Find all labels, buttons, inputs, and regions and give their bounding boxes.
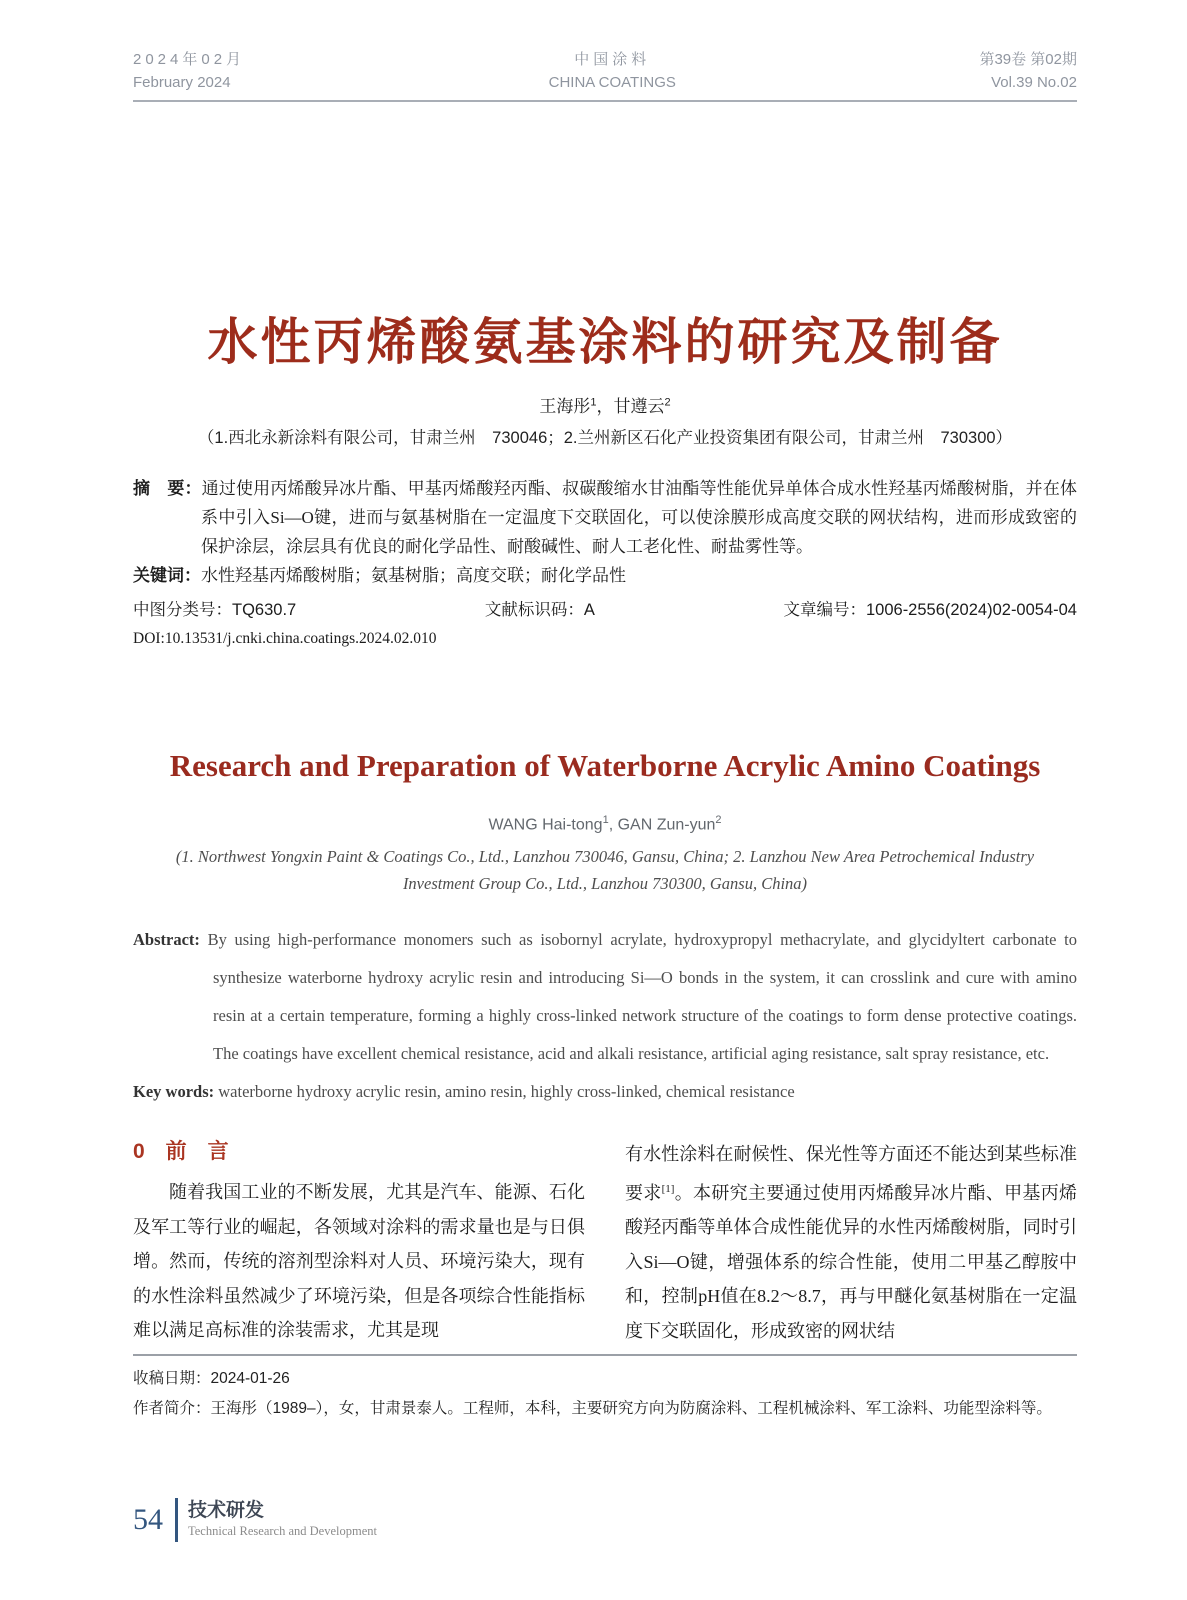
- abstract-cn-label: 摘 要：: [133, 479, 202, 498]
- header-journal-en: CHINA COATINGS: [548, 74, 676, 91]
- paper-title-cn: 水性丙烯酸氨基涂料的研究及制备: [207, 314, 1003, 370]
- keywords-en: [133, 1073, 1077, 1111]
- abstract-en: [133, 921, 1077, 1073]
- intro-paragraph-left: 随着我国工业的不断发展，尤其是汽车、能源、石化及军工等行业的崛起，各领域对涂料的需求量也是与日俱增。然而，传统的溶剂型涂料对人员、环境污染大，现有的水性涂料虽然减少了环境污染，但是各项综合性能指标难以满足高标准的涂装需求，尤其是现: [133, 1182, 585, 1341]
- paper-title-en: Research and Preparation of Waterborne Acrylic Amino Coatings: [169, 748, 1041, 783]
- intro-right-text-a: 有水性涂料在耐候性、保光性等方面还不能达到某些标准要求: [625, 1144, 1077, 1203]
- header-issue-cn: 第39卷 第02期: [979, 51, 1077, 68]
- author-en-1: WANG Hai-tong: [488, 816, 603, 834]
- header-date-cn: 2024年02月: [133, 51, 246, 68]
- footnote-received-date: 收稿日期：2024-01-26: [133, 1370, 290, 1388]
- article-number: 文章编号：1006-2556(2024)02-0054-04: [783, 601, 1077, 619]
- author-cn-2: ，甘遵云: [596, 397, 665, 416]
- keywords-en-label: Key words:: [133, 1082, 215, 1102]
- header-issue-en: Vol.39 No.02: [991, 74, 1077, 91]
- header-date-en: February 2024: [133, 74, 231, 91]
- footer-section-cn: 技术研发: [188, 1500, 265, 1521]
- header-issue: [979, 48, 1077, 94]
- header-journal: [549, 48, 676, 94]
- footer-section: [188, 1500, 377, 1540]
- abstract-cn: [133, 474, 1077, 561]
- intro-heading: 0 前 言: [133, 1140, 229, 1164]
- reference-marker: [1]: [661, 1182, 675, 1195]
- affiliation-en: (1. Northwest Yongxin Paint & Coatings Co., Ltd., Lanzhou 730046, Gansu, China; 2. Lanzhou New Area Petrochemical Industry Investment Group Co., Ltd., Lanzhou 730300, Gansu, China): [175, 847, 1035, 894]
- header-date: [133, 48, 245, 94]
- intro-paragraph-right: [625, 1137, 1077, 1348]
- clc-number: 中图分类号：TQ630.7: [133, 601, 297, 619]
- abstract-en-label: Abstract:: [133, 930, 200, 950]
- keywords-cn-label: 关键词：: [133, 566, 201, 585]
- footnote: [133, 1354, 1077, 1424]
- author-en-2-sup: 2: [715, 814, 722, 826]
- meta-row: [133, 597, 1077, 623]
- body-column-right: [625, 1137, 1077, 1348]
- keywords-cn: [133, 561, 1077, 590]
- page-footer: [133, 1498, 377, 1542]
- body-column-left: [133, 1137, 585, 1348]
- body-columns: [133, 1137, 1077, 1348]
- authors-cn: [133, 392, 1077, 417]
- authors-en: [133, 814, 1077, 834]
- doi: DOI:10.13531/j.cnki.china.coatings.2024.02.010: [133, 630, 437, 647]
- footer-divider-bar: [175, 1498, 178, 1542]
- document-code: 文献标识码：A: [484, 601, 595, 619]
- author-en-1-sup: 1: [602, 814, 609, 826]
- affiliation-cn: （1.西北永新涂料有限公司，甘肃兰州 730046；2.兰州新区石化产业投资集团有限公司，甘肃兰州 730300）: [197, 429, 1013, 447]
- footer-section-en: Technical Research and Development: [188, 1524, 377, 1538]
- author-cn-1-sup: 1: [590, 396, 597, 409]
- author-cn-1: 王海彤: [539, 397, 591, 416]
- keywords-en-text: waterborne hydroxy acrylic resin, amino resin, highly cross-linked, chemical resistance: [218, 1082, 795, 1102]
- abstract-cn-text: 通过使用丙烯酸异冰片酯、甲基丙烯酸羟丙酯、叔碳酸缩水甘油酯等性能优异单体合成水性羟基丙烯酸树脂，并在体系中引入Si—O键，进而与氨基树脂在一定温度下交联固化，可以使涂膜形成高度交联的网状结构，进而形成致密的保护涂层，涂层具有优良的耐化学品性、耐酸碱性、耐人工老化性、耐盐雾性等。: [201, 479, 1078, 556]
- journal-header: [133, 48, 1077, 102]
- abstract-en-text: By using high-performance monomers such as isobornyl acrylate, hydroxypropyl methacrylate, and glycidyltert carbonate to synthesize waterborne hydroxy acrylic resin and introducing Si—O bonds in the system, it can crosslink and cure with amino resin at a certain temperature, forming a highly cross-linked network structure of the coatings to form dense protective coatings. The coatings have excellent chemical resistance, acid and alkali resistance, artificial aging resistance, salt spray resistance, etc.: [207, 930, 1077, 1064]
- header-journal-cn: 中国涂料: [574, 51, 651, 68]
- intro-right-text-b: 。本研究主要通过使用丙烯酸异冰片酯、甲基丙烯酸羟丙酯等单体合成性能优异的水性丙烯酸树脂，同时引入Si—O键，增强体系的综合性能，使用二甲基乙醇胺中和，控制pH值在8.2～8.7，再与甲醚化氨基树脂在一定温度下交联固化，形成致密的网状结: [625, 1182, 1078, 1341]
- page-number: 54: [133, 1503, 163, 1536]
- author-cn-2-sup: 2: [664, 396, 671, 409]
- footnote-author-bio: 作者简介：王海彤（1989–），女，甘肃景泰人。工程师，本科，主要研究方向为防腐涂料、工程机械涂料、军工涂料、功能型涂料等。: [133, 1400, 1052, 1418]
- keywords-cn-text: 水性羟基丙烯酸树脂；氨基树脂；高度交联；耐化学品性: [201, 566, 626, 585]
- author-en-2: , GAN Zun-yun: [608, 816, 716, 834]
